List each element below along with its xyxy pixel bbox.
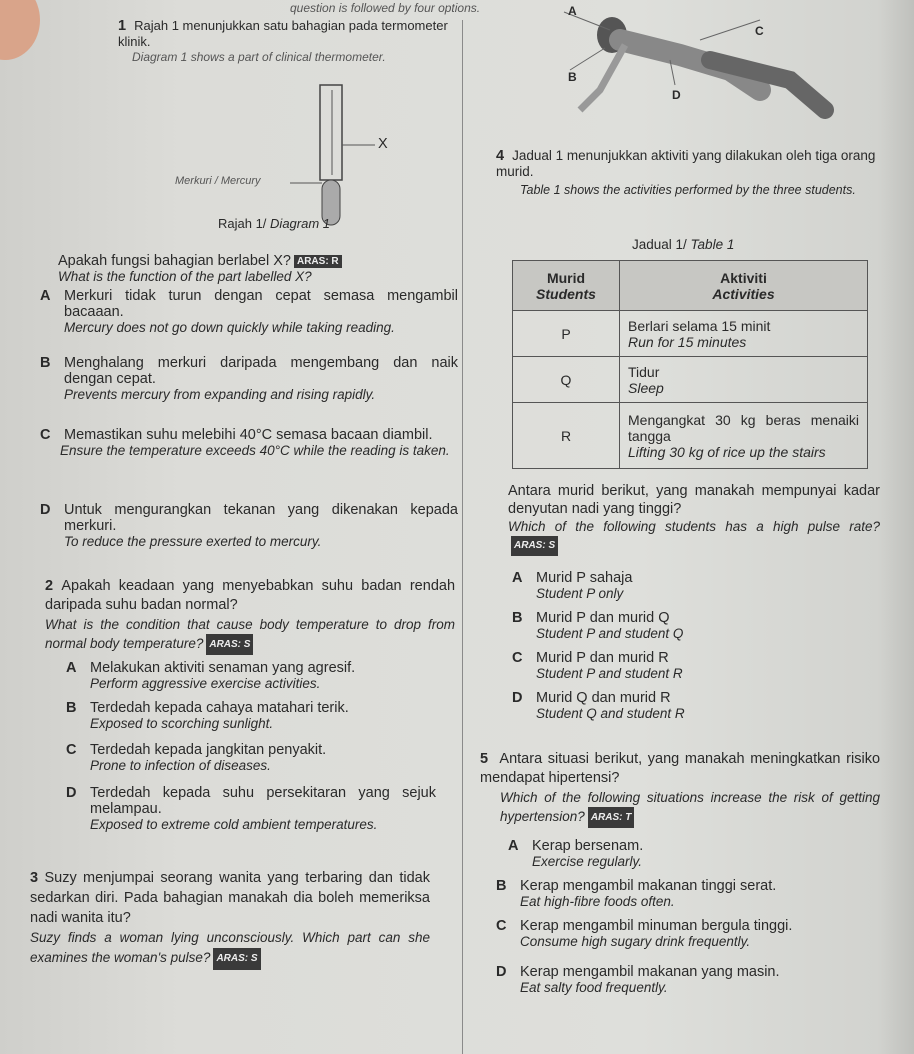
level-tag: ARAS: S — [213, 948, 260, 970]
option-en: Student Q and student R — [536, 706, 685, 721]
intro-ms: Rajah 1 menunjukkan satu bahagian pada termometer klinik. — [118, 18, 448, 49]
question-number: 5 — [480, 751, 489, 767]
student-cell: P — [513, 311, 620, 357]
option-letter: D — [66, 785, 77, 801]
header-students — [513, 261, 620, 311]
option-letter: A — [66, 660, 77, 676]
option-ms: Terdedah kepada suhu persekitaran yang sejuk melampau. — [90, 785, 436, 817]
option-ms: Merkuri tidak turun dengan cepat semasa mengambil bacaaan. — [64, 288, 458, 320]
figure-label-b: B — [568, 70, 577, 84]
unconscious-woman-figure — [560, 0, 860, 135]
caption-en: Table 1 — [690, 237, 735, 252]
intro-en: Diagram 1 shows a part of clinical thermometer. — [132, 50, 386, 64]
option-letter: B — [40, 355, 51, 371]
question-ms: Suzy menjumpai seorang wanita yang terbaring dan tidak sedarkan diri. Pada bahagian manakah dia boleh memeriksa nadi wanita itu? — [30, 870, 430, 926]
question-number: 3 — [30, 870, 39, 886]
question-en: Which of the following students has a high pulse rate? — [508, 519, 880, 534]
option-letter: A — [512, 570, 523, 586]
q2-option-a[interactable] — [66, 660, 458, 691]
label-x: X — [378, 136, 388, 152]
question-en: What is the function of the part labelled X? — [58, 269, 312, 284]
intro-ms: Jadual 1 menunjukkan aktiviti yang dilakukan oleh tiga orang murid. — [496, 148, 876, 179]
option-ms: Kerap mengambil minuman bergula tinggi. — [520, 918, 793, 934]
q1-option-c[interactable] — [40, 427, 458, 458]
caption-ms: Rajah 1/ — [218, 216, 271, 231]
table-row — [513, 357, 868, 403]
question-3 — [30, 868, 430, 970]
intro-en: Table 1 shows the activities performed by the three students. — [520, 183, 856, 197]
option-en: Perform aggressive exercise activities. — [90, 676, 321, 691]
q5-option-a[interactable] — [508, 838, 888, 869]
option-en: Exposed to extreme cold ambient temperatures. — [90, 817, 378, 832]
student-cell: R — [513, 403, 620, 469]
header-en: Activities — [712, 285, 775, 302]
question-1 — [58, 253, 456, 284]
option-letter: C — [40, 427, 51, 443]
question-en-line — [45, 615, 455, 655]
option-ms: Memastikan suhu melebihi 40°C semasa bacaan diambil. — [64, 427, 433, 443]
question-ms: Antara murid berikut, yang manakah mempunyai kadar denyutan nadi yang tinggi? — [508, 483, 880, 517]
question-number: 1 — [118, 18, 127, 34]
option-ms: Untuk mengurangkan tekanan yang dikenakan kepada merkuri. — [64, 502, 458, 534]
activity-ms: Berlari selama 15 minit — [628, 317, 771, 334]
table-row — [513, 403, 868, 469]
question-en-line — [508, 518, 880, 556]
option-ms: Kerap mengambil makanan yang masin. — [520, 964, 780, 980]
q2-option-d[interactable] — [66, 785, 436, 832]
option-letter: B — [66, 700, 77, 716]
level-tag: ARAS: S — [511, 536, 558, 556]
option-letter: D — [512, 690, 523, 706]
question-1-intro — [118, 18, 458, 64]
q4-option-d[interactable] — [512, 690, 882, 721]
option-en: Student P only — [536, 586, 624, 601]
q1-option-a[interactable] — [40, 288, 458, 335]
option-ms: Murid Q dan murid R — [536, 690, 671, 706]
option-letter: C — [66, 742, 77, 758]
header-ms: Murid — [546, 269, 586, 286]
thermometer-diagram — [150, 80, 410, 230]
table-1-caption — [632, 237, 734, 252]
header-en: Students — [536, 285, 596, 302]
level-tag: ARAS: T — [588, 807, 635, 828]
option-ms: Melakukan aktiviti senaman yang agresif. — [90, 660, 356, 676]
option-ms: Murid P dan murid Q — [536, 610, 670, 626]
option-letter: A — [508, 838, 519, 854]
option-ms: Kerap mengambil makanan tinggi serat. — [520, 878, 777, 894]
option-letter: C — [512, 650, 523, 666]
option-en: Student P and student R — [536, 666, 683, 681]
option-en: To reduce the pressure exerted to mercury. — [64, 534, 322, 549]
activities-table — [512, 260, 868, 469]
finger — [0, 0, 40, 60]
option-ms: Kerap bersenam. — [532, 838, 644, 854]
activity-en: Lifting 30 kg of rice up the stairs — [628, 443, 826, 460]
option-letter: D — [40, 502, 51, 518]
figure-label-a: A — [568, 4, 577, 18]
activity-en: Sleep — [628, 379, 664, 396]
option-en: Ensure the temperature exceeds 40°C while the reading is taken. — [60, 443, 450, 458]
option-letter: B — [496, 878, 507, 894]
level-tag: ARAS: R — [294, 255, 342, 268]
figure-label-d: D — [672, 88, 681, 102]
question-en: Which of the following situations increase the risk of getting hypertension? — [500, 790, 880, 824]
option-ms: Murid P sahaja — [536, 570, 633, 586]
option-en: Exercise regularly. — [532, 854, 643, 869]
question-en-line — [30, 928, 430, 970]
question-4 — [508, 482, 880, 556]
caption-en: Diagram 1 — [270, 216, 331, 231]
option-en: Mercury does not go down quickly while taking reading. — [64, 320, 395, 335]
column-divider — [462, 20, 463, 1054]
student-cell: Q — [513, 357, 620, 403]
diagram-1-caption — [218, 216, 330, 231]
option-letter: C — [496, 918, 507, 934]
question-number: 2 — [45, 578, 54, 594]
question-en: Suzy finds a woman lying unconsciously. Which part can she examines the woman's pulse? — [30, 930, 430, 965]
option-en: Eat salty food frequently. — [520, 980, 668, 995]
activity-cell — [620, 357, 868, 403]
question-5 — [480, 750, 880, 828]
option-en: Eat high-fibre foods often. — [520, 894, 675, 909]
q2-option-b[interactable] — [66, 700, 458, 731]
question-4-intro — [496, 148, 881, 197]
option-en: Prevents mercury from expanding and rising rapidly. — [64, 387, 376, 402]
activity-cell — [620, 311, 868, 357]
activity-ms: Tidur — [628, 363, 660, 380]
option-ms: Terdedah kepada jangkitan penyakit. — [90, 742, 327, 758]
header-ms: Aktiviti — [720, 269, 767, 286]
option-letter: B — [512, 610, 523, 626]
activity-ms: Mengangkat 30 kg beras menaiki tangga — [628, 411, 859, 444]
option-en: Exposed to scorching sunlight. — [90, 716, 274, 731]
table-row — [513, 311, 868, 357]
q5-option-d[interactable] — [496, 964, 896, 995]
option-en: Prone to infection of diseases. — [90, 758, 271, 773]
header-activities — [620, 261, 868, 311]
figure-label-c: C — [755, 24, 764, 38]
q5-option-c[interactable] — [496, 918, 896, 949]
option-ms: Terdedah kepada cahaya matahari terik. — [90, 700, 349, 716]
question-ms: Antara situasi berikut, yang manakah meningkatkan risiko mendapat hipertensi? — [480, 751, 881, 786]
q1-option-d[interactable] — [40, 502, 458, 549]
question-ms: Apakah keadaan yang menyebabkan suhu badan rendah daripada suhu badan normal? — [45, 578, 456, 613]
option-ms: Murid P dan murid R — [536, 650, 669, 666]
caption-ms: Jadual 1/ — [632, 237, 691, 252]
level-tag: ARAS: S — [206, 634, 253, 655]
question-en: What is the condition that cause body temperature to drop from normal body temperature? — [45, 617, 455, 651]
option-letter: A — [40, 288, 51, 304]
q2-option-c[interactable] — [66, 742, 458, 773]
label-mercury: Merkuri / Mercury — [175, 175, 261, 187]
q4-option-c[interactable] — [512, 650, 882, 681]
question-en-line — [500, 788, 880, 828]
header-fragment: question is followed by four options. — [290, 1, 481, 15]
question-ms: Apakah fungsi bahagian berlabel X? — [58, 253, 291, 269]
question-2 — [45, 577, 455, 655]
q4-option-b[interactable] — [512, 610, 882, 641]
option-en: Consume high sugary drink frequently. — [520, 934, 751, 949]
option-letter: D — [496, 964, 507, 980]
option-ms: Menghalang merkuri daripada mengembang dan naik dengan cepat. — [64, 355, 458, 387]
question-number: 4 — [496, 148, 505, 164]
table-header-row — [513, 261, 868, 311]
activity-cell — [620, 403, 868, 469]
q1-option-b[interactable] — [40, 355, 458, 402]
option-en: Student P and student Q — [536, 626, 684, 641]
activity-en: Run for 15 minutes — [628, 333, 747, 350]
q4-option-a[interactable] — [512, 570, 882, 601]
q5-option-b[interactable] — [496, 878, 888, 909]
